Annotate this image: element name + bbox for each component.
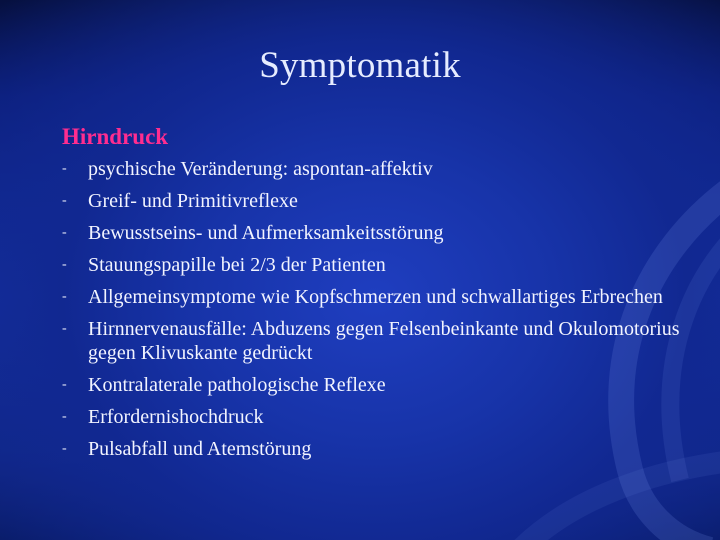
- slide-content: [62, 123, 682, 469]
- bullet-marker: -: [62, 161, 67, 176]
- list-item-text: Erfordernishochdruck: [88, 406, 264, 428]
- list-item: [62, 317, 682, 365]
- list-item-text: Bewusstseins- und Aufmerksamkeitsstörung: [88, 222, 444, 244]
- list-item: [62, 157, 682, 181]
- list-item-text: psychische Veränderung: aspontan-affektiv: [88, 158, 433, 180]
- list-item-text: Kontralaterale pathologische Reflexe: [88, 374, 386, 396]
- section-heading: Hirndruck: [62, 124, 169, 149]
- symptom-list: [62, 157, 682, 461]
- bullet-marker: -: [62, 193, 67, 208]
- list-item: [62, 437, 682, 461]
- list-item-text: Greif- und Primitivreflexe: [88, 190, 298, 212]
- list-item-text: Allgemeinsymptome wie Kopfschmerzen und schwallartiges Erbrechen: [88, 286, 663, 308]
- list-item-text: Stauungspapille bei 2/3 der Patienten: [88, 254, 386, 276]
- bullet-marker: -: [62, 409, 67, 424]
- bullet-marker: -: [62, 377, 67, 392]
- list-item: [62, 221, 682, 245]
- list-item: [62, 405, 682, 429]
- list-item: [62, 189, 682, 213]
- bullet-marker: -: [62, 441, 67, 456]
- list-item: [62, 373, 682, 397]
- bullet-marker: -: [62, 225, 67, 240]
- bullet-marker: -: [62, 321, 67, 336]
- list-item-text: Hirnnervenausfälle: Abduzens gegen Felsenbeinkante und Okulomotorius gegen Klivuskante gedrückt: [88, 318, 680, 364]
- list-item: [62, 253, 682, 277]
- slide-title: Symptomatik: [259, 45, 461, 86]
- bullet-marker: -: [62, 289, 67, 304]
- list-item-text: Pulsabfall und Atemstörung: [88, 438, 312, 460]
- bullet-marker: -: [62, 257, 67, 272]
- list-item: [62, 285, 682, 309]
